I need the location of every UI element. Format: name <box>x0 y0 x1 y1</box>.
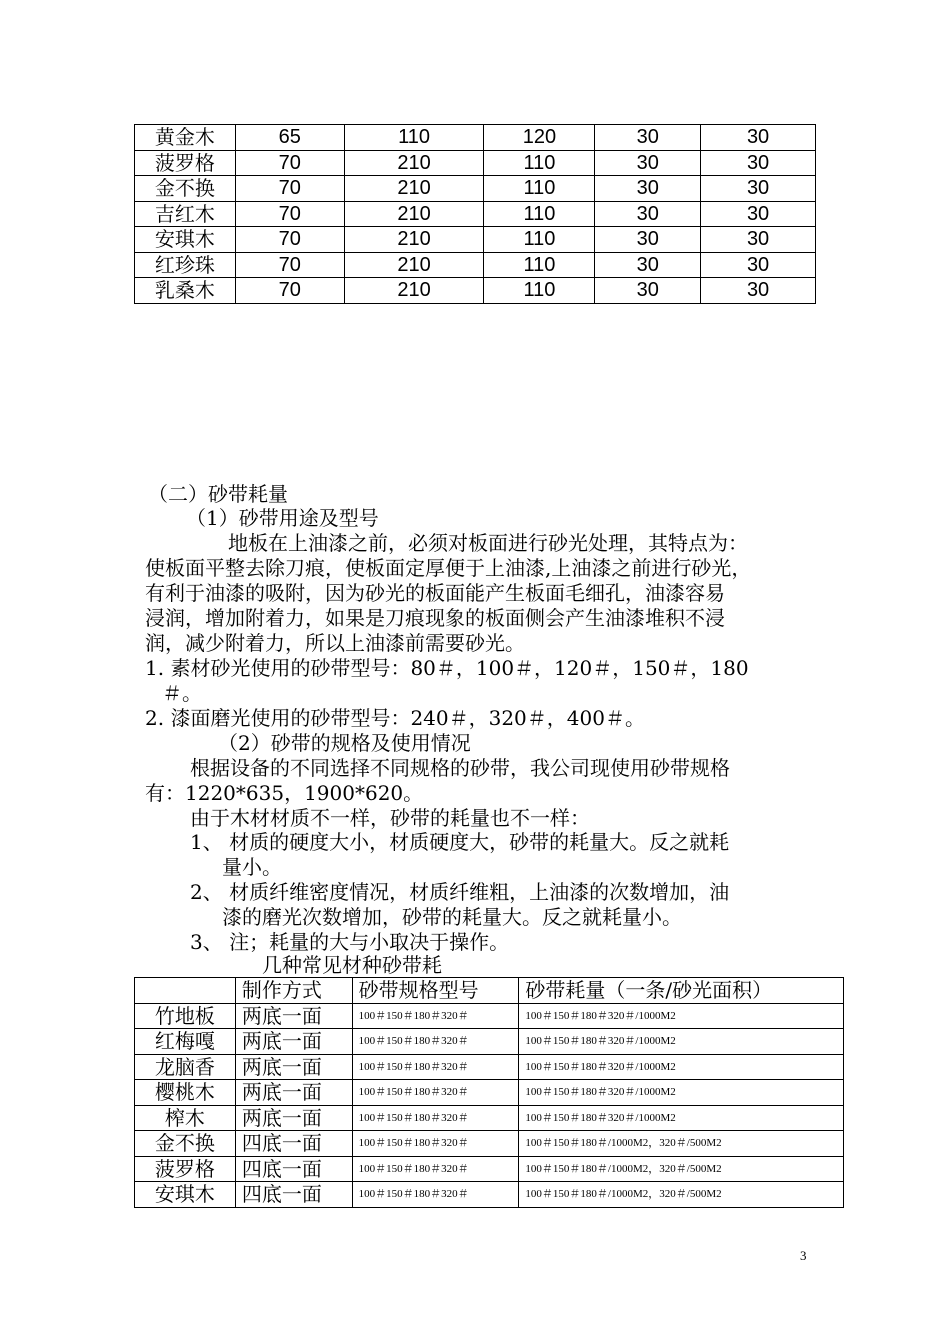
value-cell: 30 <box>701 125 816 151</box>
method-cell: 两底一面 <box>235 1080 352 1106</box>
wood-name-cell: 吉红木 <box>135 201 236 227</box>
wood-data-table <box>134 124 816 304</box>
table-row <box>135 1054 844 1080</box>
value-cell: 30 <box>595 278 701 304</box>
table-row <box>135 1131 844 1157</box>
paragraph-line: 由于木材材质不一样，砂带的耗量也不一样： <box>190 806 590 830</box>
paragraph-line: 地板在上油漆之前，必须对板面进行砂光处理，其特点为： <box>228 531 748 555</box>
table-row <box>135 201 816 227</box>
subheading-specs: （2）砂带的规格及使用情况 <box>218 731 471 755</box>
wood-name-cell: 金不换 <box>135 1131 236 1157</box>
table-row <box>135 176 816 202</box>
table-row <box>135 1105 844 1131</box>
table-row <box>135 1003 844 1029</box>
paragraph-line: 根据设备的不同选择不同规格的砂带，我公司现使用砂带规格 <box>190 756 730 780</box>
wood-name-cell: 菠罗格 <box>135 150 236 176</box>
value-cell: 70 <box>235 176 344 202</box>
wood-name-cell: 安琪木 <box>135 227 236 253</box>
belt-spec-cell: 100＃150＃180＃320＃ <box>352 1182 519 1208</box>
method-cell: 两底一面 <box>235 1054 352 1080</box>
belt-spec-cell: 100＃150＃180＃320＃ <box>352 1131 519 1157</box>
paragraph-line: 润，减少附着力，所以上油漆前需要砂光。 <box>145 631 525 655</box>
belt-spec-cell: 100＃150＃180＃320＃ <box>352 1105 519 1131</box>
value-cell: 210 <box>344 278 484 304</box>
value-cell: 210 <box>344 227 484 253</box>
page-number: 3 <box>800 1248 807 1263</box>
column-header <box>135 978 236 1004</box>
value-cell: 30 <box>701 176 816 202</box>
paragraph-line: 浸润，增加附着力，如果是刀痕现象的板面侧会产生油漆堆积不浸 <box>145 606 725 630</box>
wood-name-cell: 安琪木 <box>135 1182 236 1208</box>
method-cell: 两底一面 <box>235 1105 352 1131</box>
value-cell: 30 <box>595 227 701 253</box>
wood-name-cell: 樱桃木 <box>135 1080 236 1106</box>
sanding-belt-table <box>134 977 844 1208</box>
value-cell: 110 <box>344 125 484 151</box>
table-row <box>135 150 816 176</box>
value-cell: 210 <box>344 150 484 176</box>
consumption-cell: 100＃150＃180＃/1000M2，320＃/500M2 <box>519 1131 844 1157</box>
value-cell: 65 <box>235 125 344 151</box>
value-cell: 110 <box>484 201 595 227</box>
consumption-cell: 100＃150＃180＃320＃/1000M2 <box>519 1080 844 1106</box>
value-cell: 210 <box>344 176 484 202</box>
wood-name-cell: 榨木 <box>135 1105 236 1131</box>
belt-spec-cell: 100＃150＃180＃320＃ <box>352 1003 519 1029</box>
paragraph-line: 有利于油漆的吸附，因为砂光的板面能产生板面毛细孔，油漆容易 <box>145 581 725 605</box>
value-cell: 120 <box>484 125 595 151</box>
belt-spec-cell: 100＃150＃180＃320＃ <box>352 1054 519 1080</box>
numbered-item-continuation: 漆的磨光次数增加，砂带的耗量大。反之就耗量小。 <box>222 905 682 929</box>
value-cell: 70 <box>235 227 344 253</box>
table-row <box>135 125 816 151</box>
value-cell: 30 <box>701 227 816 253</box>
value-cell: 30 <box>595 125 701 151</box>
value-cell: 30 <box>701 278 816 304</box>
method-cell: 四底一面 <box>235 1156 352 1182</box>
wood-name-cell: 菠罗格 <box>135 1156 236 1182</box>
table-row <box>135 278 816 304</box>
table-row <box>135 1080 844 1106</box>
value-cell: 70 <box>235 201 344 227</box>
value-cell: 210 <box>344 252 484 278</box>
column-header: 砂带规格型号 <box>352 978 519 1004</box>
list-item-continuation: ＃。 <box>162 681 202 705</box>
value-cell: 30 <box>595 176 701 202</box>
method-cell: 四底一面 <box>235 1131 352 1157</box>
numbered-item-continuation: 量小。 <box>222 855 282 879</box>
subheading-usage: （1）砂带用途及型号 <box>186 506 379 530</box>
table-row <box>135 252 816 278</box>
table-row <box>135 227 816 253</box>
numbered-item: 3、 注；耗量的大与小取决于操作。 <box>190 930 510 954</box>
wood-name-cell: 金不换 <box>135 176 236 202</box>
numbered-item: 2、 材质纤维密度情况，材质纤维粗，上油漆的次数增加，油 <box>190 880 730 904</box>
value-cell: 30 <box>595 201 701 227</box>
consumption-cell: 100＃150＃180＃320＃/1000M2 <box>519 1054 844 1080</box>
wood-name-cell: 红梅嘎 <box>135 1029 236 1055</box>
wood-name-cell: 黄金木 <box>135 125 236 151</box>
column-header: 制作方式 <box>235 978 352 1004</box>
consumption-cell: 100＃150＃180＃320＃/1000M2 <box>519 1105 844 1131</box>
value-cell: 70 <box>235 150 344 176</box>
belt-spec-cell: 100＃150＃180＃320＃ <box>352 1080 519 1106</box>
wood-name-cell: 红珍珠 <box>135 252 236 278</box>
method-cell: 两底一面 <box>235 1003 352 1029</box>
value-cell: 30 <box>595 150 701 176</box>
table-row <box>135 1156 844 1182</box>
value-cell: 110 <box>484 176 595 202</box>
consumption-cell: 100＃150＃180＃/1000M2，320＃/500M2 <box>519 1182 844 1208</box>
value-cell: 110 <box>484 252 595 278</box>
wood-name-cell: 乳桑木 <box>135 278 236 304</box>
value-cell: 110 <box>484 150 595 176</box>
value-cell: 110 <box>484 278 595 304</box>
section-heading: （二）砂带耗量 <box>148 482 288 506</box>
wood-name-cell: 竹地板 <box>135 1003 236 1029</box>
value-cell: 110 <box>484 227 595 253</box>
value-cell: 30 <box>701 201 816 227</box>
value-cell: 70 <box>235 252 344 278</box>
table-row <box>135 1029 844 1055</box>
list-item: 2. 漆面磨光使用的砂带型号：240＃，320＃，400＃。 <box>145 706 645 730</box>
list-item: 1. 素材砂光使用的砂带型号：80＃，100＃，120＃，150＃，180 <box>145 656 749 680</box>
value-cell: 210 <box>344 201 484 227</box>
method-cell: 四底一面 <box>235 1182 352 1208</box>
numbered-item: 1、 材质的硬度大小，材质硬度大，砂带的耗量大。反之就耗 <box>190 830 730 854</box>
consumption-cell: 100＃150＃180＃320＃/1000M2 <box>519 1029 844 1055</box>
belt-spec-cell: 100＃150＃180＃320＃ <box>352 1156 519 1182</box>
paragraph-line: 有：1220*635，1900*620。 <box>145 781 424 805</box>
value-cell: 30 <box>701 150 816 176</box>
column-header: 砂带耗量（一条/砂光面积） <box>519 978 844 1004</box>
value-cell: 70 <box>235 278 344 304</box>
wood-name-cell: 龙脑香 <box>135 1054 236 1080</box>
value-cell: 30 <box>701 252 816 278</box>
value-cell: 30 <box>595 252 701 278</box>
consumption-cell: 100＃150＃180＃/1000M2，320＃/500M2 <box>519 1156 844 1182</box>
table-title: 几种常见材种砂带耗 <box>262 953 442 977</box>
paragraph-line: 使板面平整去除刀痕，使板面定厚便于上油漆,上油漆之前进行砂光， <box>145 556 752 580</box>
consumption-cell: 100＃150＃180＃320＃/1000M2 <box>519 1003 844 1029</box>
belt-spec-cell: 100＃150＃180＃320＃ <box>352 1029 519 1055</box>
method-cell: 两底一面 <box>235 1029 352 1055</box>
table-row <box>135 1182 844 1208</box>
